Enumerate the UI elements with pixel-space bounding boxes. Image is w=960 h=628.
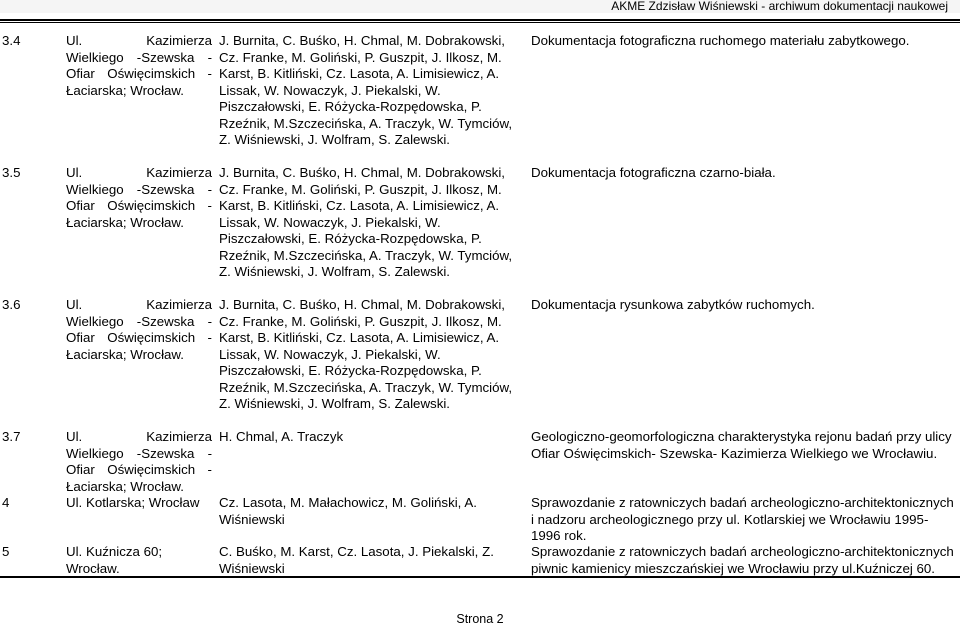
row-description: Dokumentacja fotograficzna czarno-biała. — [531, 165, 776, 180]
row-authors: C. Buśko, M. Karst, Cz. Lasota, J. Piekalski, Z. Wiśniewski — [219, 544, 494, 576]
row-number: 5 — [2, 544, 10, 559]
header-title: AKME Zdzisław Wiśniewski - archiwum dokumentacji naukowej — [611, 0, 948, 13]
row-location: Ul. Kotlarska; Wrocław — [66, 495, 200, 510]
row-number: 4 — [2, 495, 10, 510]
row-description: Sprawozdanie z ratowniczych badań archeologiczno-architektonicznych piwnic kamienicy mieszczańskiej we Wrocławiu przy ul.Kuźniczej 60. — [531, 544, 954, 576]
row-location: Ul. Kazimierza Wielkiego -Szewska - Ofiar Oświęcimskich - Łaciarska; Wrocław. — [66, 33, 212, 98]
row-location: Ul. Kazimierza Wielkiego -Szewska - Ofiar Oświęcimskich - Łaciarska; Wrocław. — [66, 297, 212, 362]
row-authors: J. Burnita, C. Buśko, H. Chmal, M. Dobrakowski, Cz. Franke, M. Goliński, P. Guszpit, J. Ilkosz, M. Karst, B. Kitliński, Cz. Lasota, A. Limisiewicz, A. Lissak, W. Nowaczyk, J. Piekalski, W. Piszczałowski, E. Różycka-Rozpędowska, P. Rzeźnik, M.Szczecińska, A. Traczyk, W. Tymciów, Z. Wiśniewski, J. Wolfram, S. Zalewski. — [219, 165, 513, 279]
document-header — [0, 0, 960, 13]
header-rule-double — [0, 22, 960, 23]
page-number: Strona 2 — [456, 612, 504, 626]
row-number: 3.4 — [2, 33, 21, 48]
footer-rule — [0, 576, 960, 578]
row-description: Sprawozdanie z ratowniczych badań archeologiczno-architektonicznych i nadzoru archeologicznego przy ul. Kotlarskiej we Wrocławiu 1995- 1996 rok. — [531, 495, 954, 543]
row-location: Ul. Kazimierza Wielkiego -Szewska - Ofiar Oświęcimskich - Łaciarska; Wrocław. — [66, 165, 212, 230]
row-description: Dokumentacja rysunkowa zabytków ruchomych. — [531, 297, 815, 312]
header-rule — [0, 19, 960, 21]
row-number: 3.6 — [2, 297, 21, 312]
row-authors: Cz. Lasota, M. Małachowicz, M. Goliński, A. Wiśniewski — [219, 495, 477, 527]
row-authors: J. Burnita, C. Buśko, H. Chmal, M. Dobrakowski, Cz. Franke, M. Goliński, P. Guszpit, J. Ilkosz, M. Karst, B. Kitliński, Cz. Lasota, A. Limisiewicz, A. Lissak, W. Nowaczyk, J. Piekalski, W. Piszczałowski, E. Różycka-Rozpędowska, P. Rzeźnik, M.Szczecińska, A. Traczyk, W. Tymciów, Z. Wiśniewski, J. Wolfram, S. Zalewski. — [219, 33, 513, 147]
row-location: Ul. Kazimierza Wielkiego -Szewska - Ofiar Oświęcimskich - Łaciarska; Wrocław. — [66, 429, 212, 494]
row-description: Dokumentacja fotograficzna ruchomego materiału zabytkowego. — [531, 33, 910, 48]
page-footer — [0, 612, 960, 627]
row-number: 3.7 — [2, 429, 21, 444]
row-description: Geologiczno-geomorfologiczna charakterystyka rejonu badań przy ulicy Ofiar Oświęcimskich- Szewska- Kazimierza Wielkiego we Wrocławiu. — [531, 429, 952, 461]
row-authors: H. Chmal, A. Traczyk — [219, 429, 344, 444]
row-authors: J. Burnita, C. Buśko, H. Chmal, M. Dobrakowski, Cz. Franke, M. Goliński, P. Guszpit, J. Ilkosz, M. Karst, B. Kitliński, Cz. Lasota, A. Limisiewicz, A. Lissak, W. Nowaczyk, J. Piekalski, W. Piszczałowski, E. Różycka-Rozpędowska, P. Rzeźnik, M.Szczecińska, A. Traczyk, W. Tymciów, Z. Wiśniewski, J. Wolfram, S. Zalewski. — [219, 297, 513, 411]
row-location: Ul. Kuźnicza 60; Wrocław. — [66, 544, 163, 576]
row-number: 3.5 — [2, 165, 21, 180]
